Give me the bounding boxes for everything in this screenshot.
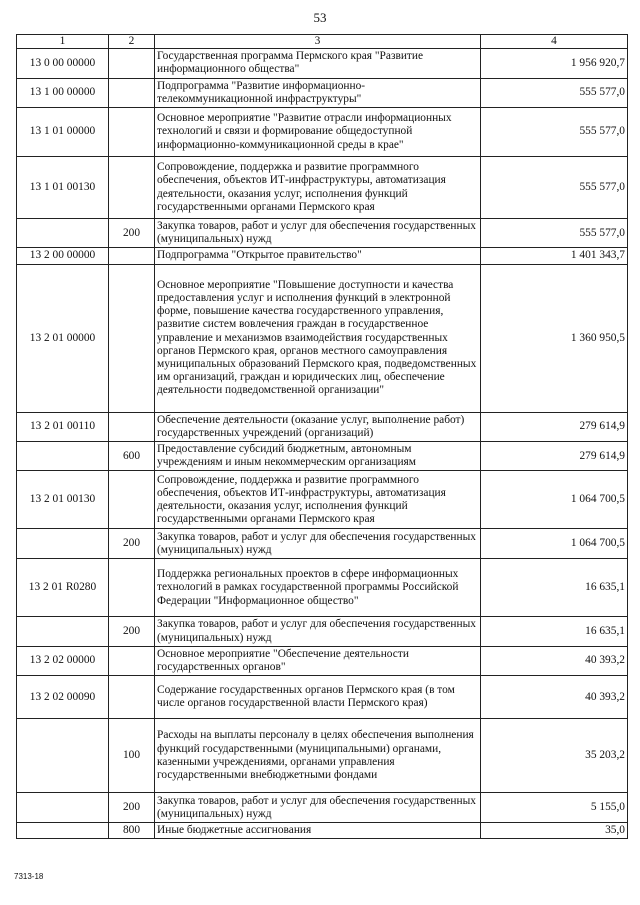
row-expense-type	[109, 646, 155, 675]
column-header-1: 1	[17, 35, 109, 49]
row-amount: 1 360 950,5	[481, 264, 628, 412]
row-name: Закупка товаров, работ и услуг для обеспечения государственных (муниципальных) нужд	[155, 529, 481, 559]
row-expense-type	[109, 49, 155, 78]
row-code: 13 2 01 00130	[17, 471, 109, 529]
row-expense-type	[109, 264, 155, 412]
row-expense-type: 200	[109, 617, 155, 646]
row-name: Закупка товаров, работ и услуг для обеспечения государственных (муниципальных) нужд	[155, 617, 481, 646]
row-amount: 279 614,9	[481, 442, 628, 471]
row-code: 13 2 01 00000	[17, 264, 109, 412]
row-expense-type	[109, 108, 155, 157]
row-expense-type: 200	[109, 529, 155, 559]
row-amount: 279 614,9	[481, 412, 628, 441]
row-name: Государственная программа Пермского края "Развитие информационного общества"	[155, 49, 481, 78]
table-row	[17, 719, 628, 793]
row-expense-type: 200	[109, 219, 155, 248]
row-name: Закупка товаров, работ и услуг для обеспечения государственных (муниципальных) нужд	[155, 219, 481, 248]
row-expense-type: 800	[109, 823, 155, 839]
table-header-row	[17, 35, 628, 49]
row-amount: 1 956 920,7	[481, 49, 628, 78]
row-amount: 555 577,0	[481, 78, 628, 107]
footer-code: 7313-18	[14, 872, 44, 881]
row-name: Основное мероприятие "Обеспечение деятельности государственных органов"	[155, 646, 481, 675]
row-code	[17, 793, 109, 823]
row-expense-type	[109, 78, 155, 107]
row-amount: 16 635,1	[481, 617, 628, 646]
table-row	[17, 108, 628, 157]
table-row	[17, 219, 628, 248]
row-amount: 555 577,0	[481, 219, 628, 248]
row-code: 13 0 00 00000	[17, 49, 109, 78]
row-name: Расходы на выплаты персоналу в целях обеспечения выполнения функций государственными (муниципальными) органами, казенными учреждениями, органами управления государственными внебюджетными фондами	[155, 719, 481, 793]
column-header-2: 2	[109, 35, 155, 49]
page-number: 53	[313, 10, 327, 25]
table-row	[17, 471, 628, 529]
row-name: Обеспечение деятельности (оказание услуг, выполнение работ) государственных учреждений (организаций)	[155, 412, 481, 441]
row-amount: 1 401 343,7	[481, 248, 628, 264]
table-row	[17, 264, 628, 412]
table-row	[17, 646, 628, 675]
row-code	[17, 529, 109, 559]
row-name: Сопровождение, поддержка и развитие программного обеспечения, объектов ИТ-инфраструктуры, автоматизация деятельности, оказания услуг, исполнения функций государственными органами Пермского края	[155, 157, 481, 219]
row-code: 13 2 00 00000	[17, 248, 109, 264]
table-row	[17, 529, 628, 559]
row-expense-type	[109, 412, 155, 441]
column-header-4: 4	[481, 35, 628, 49]
row-amount: 40 393,2	[481, 676, 628, 719]
table-row	[17, 248, 628, 264]
row-name: Иные бюджетные ассигнования	[155, 823, 481, 839]
row-name: Поддержка региональных проектов в сфере информационных технологий в рамках государственной программы Российской Федерации "Информационное общество"	[155, 559, 481, 617]
row-code	[17, 219, 109, 248]
column-header-3: 3	[155, 35, 481, 49]
table-row	[17, 49, 628, 78]
table-row	[17, 793, 628, 823]
table-row	[17, 823, 628, 839]
row-expense-type	[109, 676, 155, 719]
row-expense-type	[109, 471, 155, 529]
row-expense-type	[109, 157, 155, 219]
row-name: Содержание государственных органов Пермского края (в том числе органов государственной власти Пермского края)	[155, 676, 481, 719]
row-code: 13 2 02 00000	[17, 646, 109, 675]
table-row	[17, 617, 628, 646]
row-expense-type: 100	[109, 719, 155, 793]
row-name: Подпрограмма "Развитие информационно-телекоммуникационной инфраструктуры"	[155, 78, 481, 107]
row-amount: 1 064 700,5	[481, 529, 628, 559]
row-code: 13 1 01 00130	[17, 157, 109, 219]
row-name: Основное мероприятие "Повышение доступности и качества предоставления услуг и исполнения функций в электронной форме, повышение качества государственного управления, развитие систем вовлечения граждан в государственное управление и механизмов взаимодействия государственных органов Пермского края, органов местного самоуправления муниципальных образований Пермского края, подведомственных им организаций, граждан и юридических лиц, обеспечение деятельности подведомственной организации"	[155, 264, 481, 412]
row-name: Предоставление субсидий бюджетным, автономным учреждениям и иным некоммерческим организациям	[155, 442, 481, 471]
row-expense-type: 600	[109, 442, 155, 471]
row-name: Сопровождение, поддержка и развитие программного обеспечения, объектов ИТ-инфраструктуры, автоматизация деятельности, оказания услуг, исполнения функций государственными органами Пермского края	[155, 471, 481, 529]
row-amount: 555 577,0	[481, 157, 628, 219]
row-expense-type	[109, 248, 155, 264]
row-code: 13 2 01 00110	[17, 412, 109, 441]
table-row	[17, 78, 628, 107]
row-amount: 35 203,2	[481, 719, 628, 793]
table-row	[17, 676, 628, 719]
row-code	[17, 442, 109, 471]
table-row	[17, 559, 628, 617]
row-code: 13 1 01 00000	[17, 108, 109, 157]
table-body	[17, 49, 628, 839]
row-code	[17, 617, 109, 646]
row-amount: 40 393,2	[481, 646, 628, 675]
row-amount: 1 064 700,5	[481, 471, 628, 529]
row-amount: 16 635,1	[481, 559, 628, 617]
row-amount: 555 577,0	[481, 108, 628, 157]
row-code	[17, 823, 109, 839]
table-row	[17, 412, 628, 441]
row-code	[17, 719, 109, 793]
row-expense-type: 200	[109, 793, 155, 823]
row-code: 13 2 01 R0280	[17, 559, 109, 617]
row-amount: 35,0	[481, 823, 628, 839]
table-row	[17, 157, 628, 219]
row-name: Закупка товаров, работ и услуг для обеспечения государственных (муниципальных) нужд	[155, 793, 481, 823]
row-name: Основное мероприятие "Развитие отрасли информационных технологий и связи и формирование общедоступной информационно-коммуникационной среды в крае"	[155, 108, 481, 157]
table-row	[17, 442, 628, 471]
row-name: Подпрограмма "Открытое правительство"	[155, 248, 481, 264]
row-expense-type	[109, 559, 155, 617]
row-code: 13 2 02 00090	[17, 676, 109, 719]
budget-table	[16, 34, 628, 839]
row-amount: 5 155,0	[481, 793, 628, 823]
row-code: 13 1 00 00000	[17, 78, 109, 107]
